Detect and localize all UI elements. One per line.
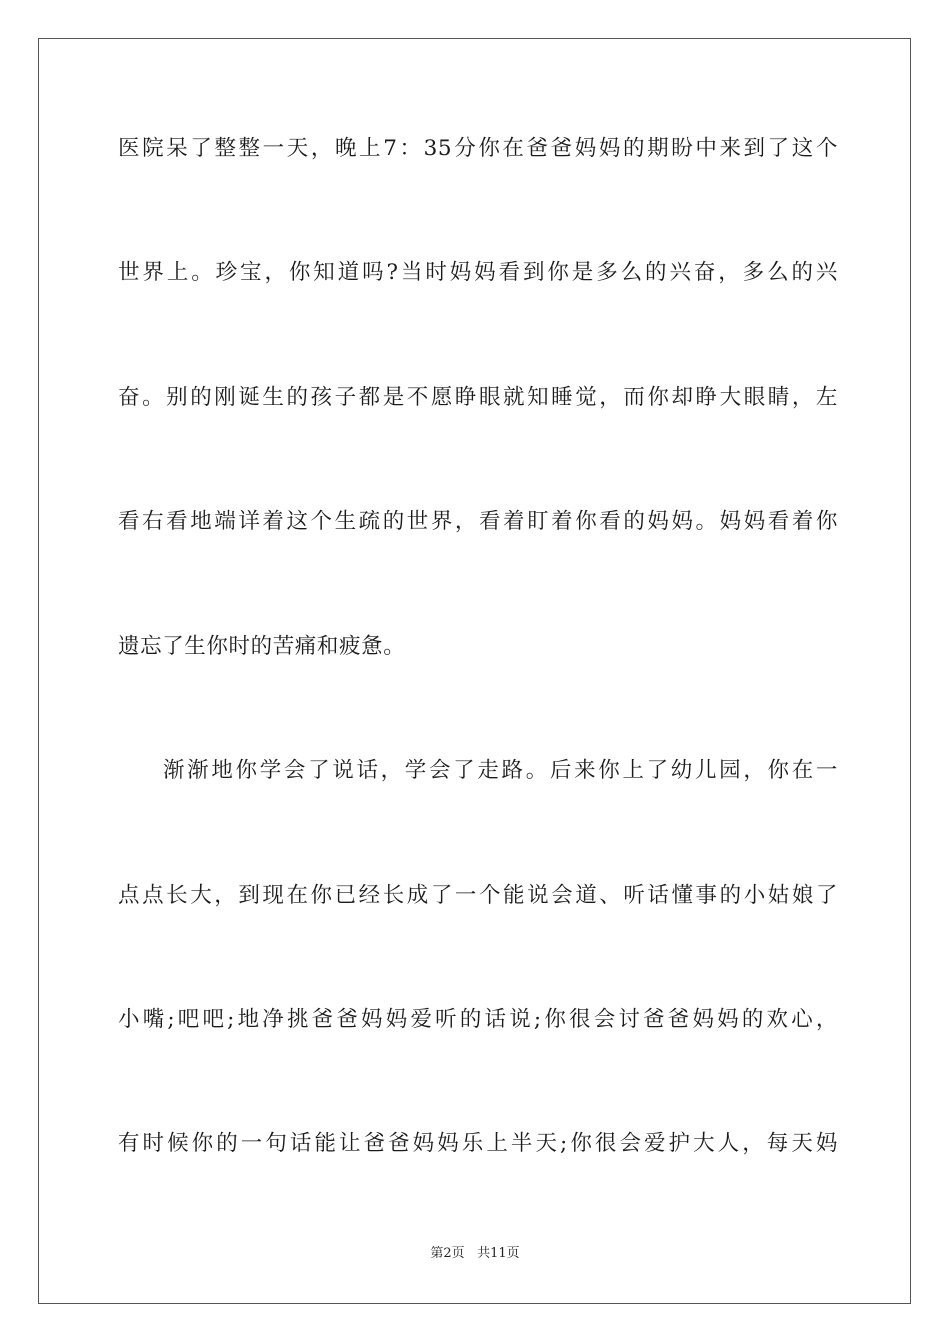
page-total: 共11页: [477, 1246, 520, 1261]
text-line-6-paragraph-start: 渐渐地你学会了说话，学会了走路。后来你上了幼儿园，你在一: [163, 758, 838, 783]
text-line-4: 看右看地端详着这个生疏的世界，看着盯着你看的妈妈。妈妈看着你: [118, 509, 838, 534]
page-number: 第2页: [430, 1246, 465, 1261]
text-line-8: 小嘴;吧吧;地净挑爸爸妈妈爱听的话说;你很会讨爸爸妈妈的欢心，: [118, 1007, 838, 1032]
text-line-7: 点点长大，到现在你已经长成了一个能说会道、听话懂事的小姑娘了: [118, 883, 838, 908]
page-footer: [0, 1244, 950, 1264]
text-line-5: 遗忘了生你时的苦痛和疲惫。: [118, 634, 406, 659]
text-line-1: 医院呆了整整一天，晚上7：35分你在爸爸妈妈的期盼中来到了这个: [118, 136, 838, 161]
page-border: [38, 38, 911, 1304]
text-line-9: 有时候你的一句话能让爸爸妈妈乐上半天;你很会爱护大人，每天妈: [118, 1131, 838, 1156]
text-line-3: 奋。别的刚诞生的孩子都是不愿睁眼就知睡觉，而你却睁大眼睛，左: [118, 385, 838, 410]
text-line-2: 世界上。珍宝，你知道吗?当时妈妈看到你是多么的兴奋，多么的兴: [118, 260, 838, 285]
